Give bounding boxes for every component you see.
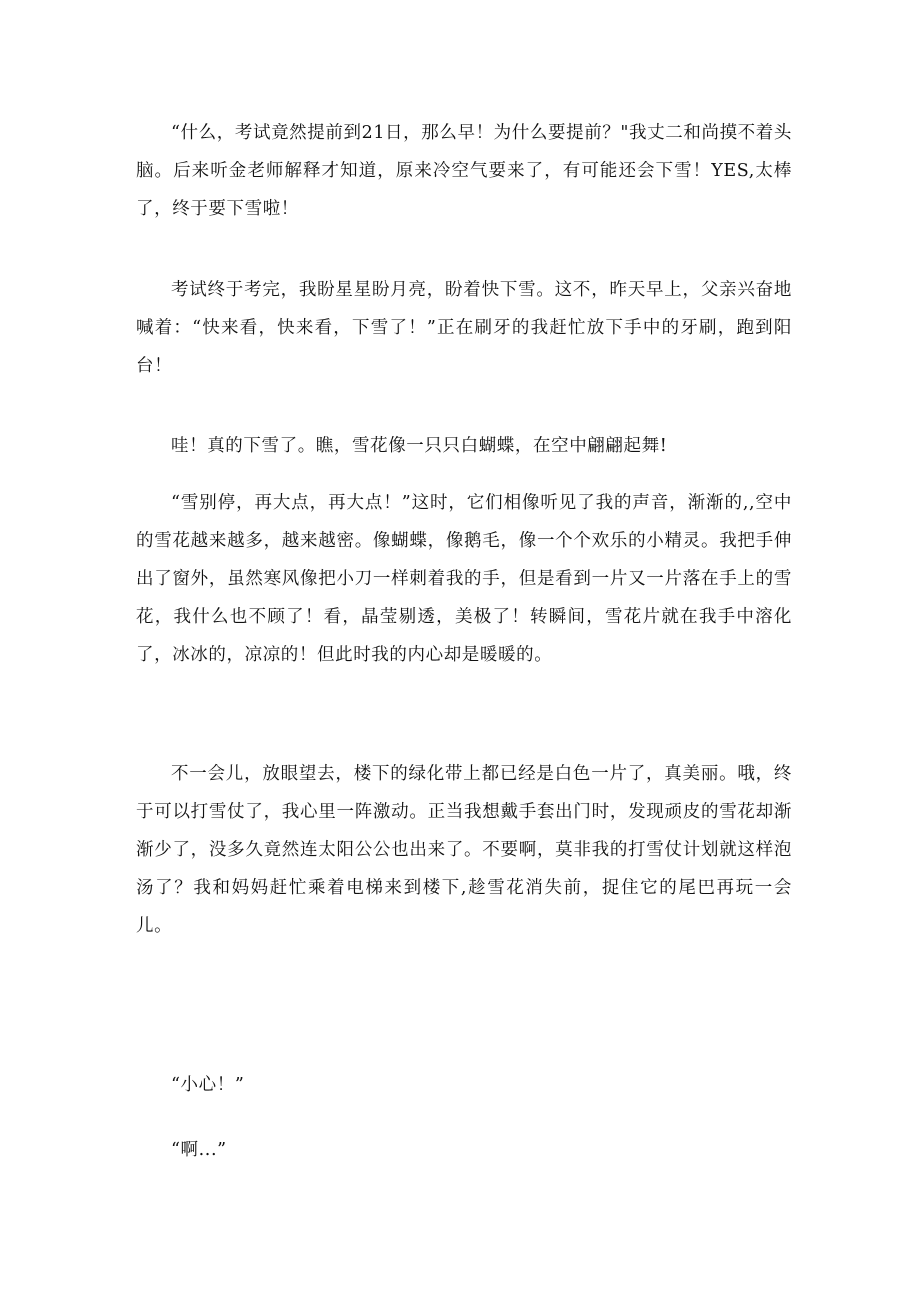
paragraph-1: “什么，考试竟然提前到21日，那么早！为什么要提前？"我丈二和尚摸不着头脑。后来听金老师解释才知道，原来冷空气要来了，有可能还会下雪！YES,太棒了，终于要下雪啦！ bbox=[136, 123, 792, 219]
paragraph-2: 考试终于考完，我盼星星盼月亮，盼着快下雪。这不，昨天早上，父亲兴奋地喊着：“快来看，快来看，下雪了！”正在刷牙的我赶忙放下手中的牙刷，跑到阳台！ bbox=[136, 280, 792, 376]
paragraph-5: 不一会儿，放眼望去，楼下的绿化带上都已经是白色一片了，真美丽。哦，终于可以打雪仗了，我心里一阵激动。正当我想戴手套出门时，发现顽皮的雪花却渐渐少了，没多久竟然连太阳公公也出来了。不要啊，莫非我的打雪仗计划就这样泡汤了？我和妈妈赶忙乘着电梯来到楼下,趁雪花消失前，捉住它的尾巴再玩一会儿。 bbox=[136, 764, 792, 936]
paragraph-7: “啊...” bbox=[171, 1140, 227, 1160]
paragraph-3: 哇！真的下雪了。瞧，雪花像一只只白蝴蝶，在空中翩翩起舞! bbox=[171, 436, 668, 456]
paragraph-6: “小心！” bbox=[171, 1075, 245, 1095]
paragraph-4: “雪别停，再大点，再大点！”这时，它们相像听见了我的声音，渐渐的,,空中的雪花越来越多，越来越密。像蝴蝶，像鹅毛，像一个个欢乐的小精灵。我把手伸出了窗外，虽然寒风像把小刀一样刺着我的手，但是看到一片又一片落在手上的雪花，我什么也不顾了！看，晶莹剔透，美极了！转瞬间，雪花片就在我手中溶化了，冰冰的，凉凉的！但此时我的内心却是暖暖的。 bbox=[136, 493, 792, 665]
